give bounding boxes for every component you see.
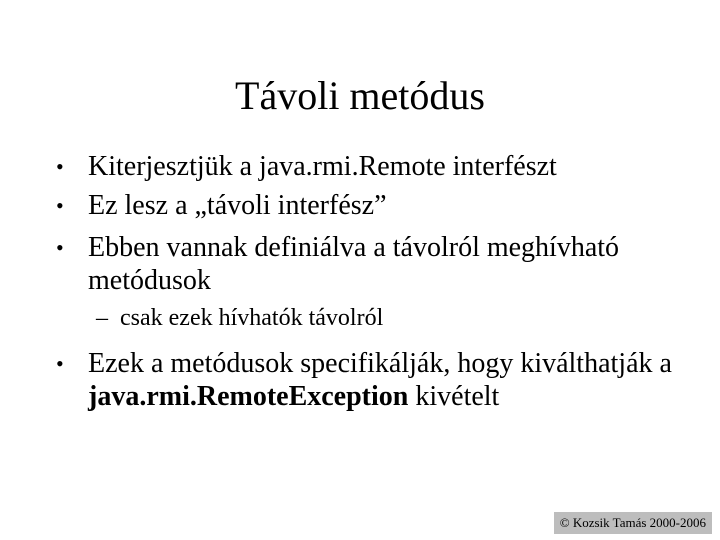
- exception-class-name: java.rmi.RemoteException: [88, 381, 409, 412]
- bullet-item: [56, 189, 676, 222]
- sub-bullet-text: csak ezek hívhatók távolról: [120, 305, 384, 331]
- copyright-footer: © Kozsik Tamás 2000-2006: [554, 512, 712, 534]
- bullet-text: Kiterjesztjük a java.rmi.Remote interfészt: [88, 151, 557, 182]
- bullet-text: Ez lesz a „távoli interfész”: [88, 190, 387, 221]
- bullet-item: [56, 347, 676, 413]
- bullet-marker: •: [56, 154, 64, 179]
- bullet-item: [56, 231, 676, 297]
- sub-bullet-item: [56, 303, 676, 333]
- bullet-item: [56, 150, 676, 183]
- bullet-text: Ebben vannak definiálva a távolról meghívható metódusok: [88, 232, 620, 296]
- bullet-text-before: Ezek a metódusok specifikálják, hogy kiválthatják a: [88, 348, 672, 379]
- bullet-list: [56, 150, 676, 422]
- bullet-marker: •: [56, 235, 64, 260]
- slide-title: Távoli metódus: [235, 73, 485, 118]
- bullet-text-after: kivételt: [408, 381, 500, 412]
- sub-bullet-marker: –: [96, 305, 108, 331]
- bullet-marker: •: [56, 351, 64, 376]
- bullet-marker: •: [56, 193, 64, 218]
